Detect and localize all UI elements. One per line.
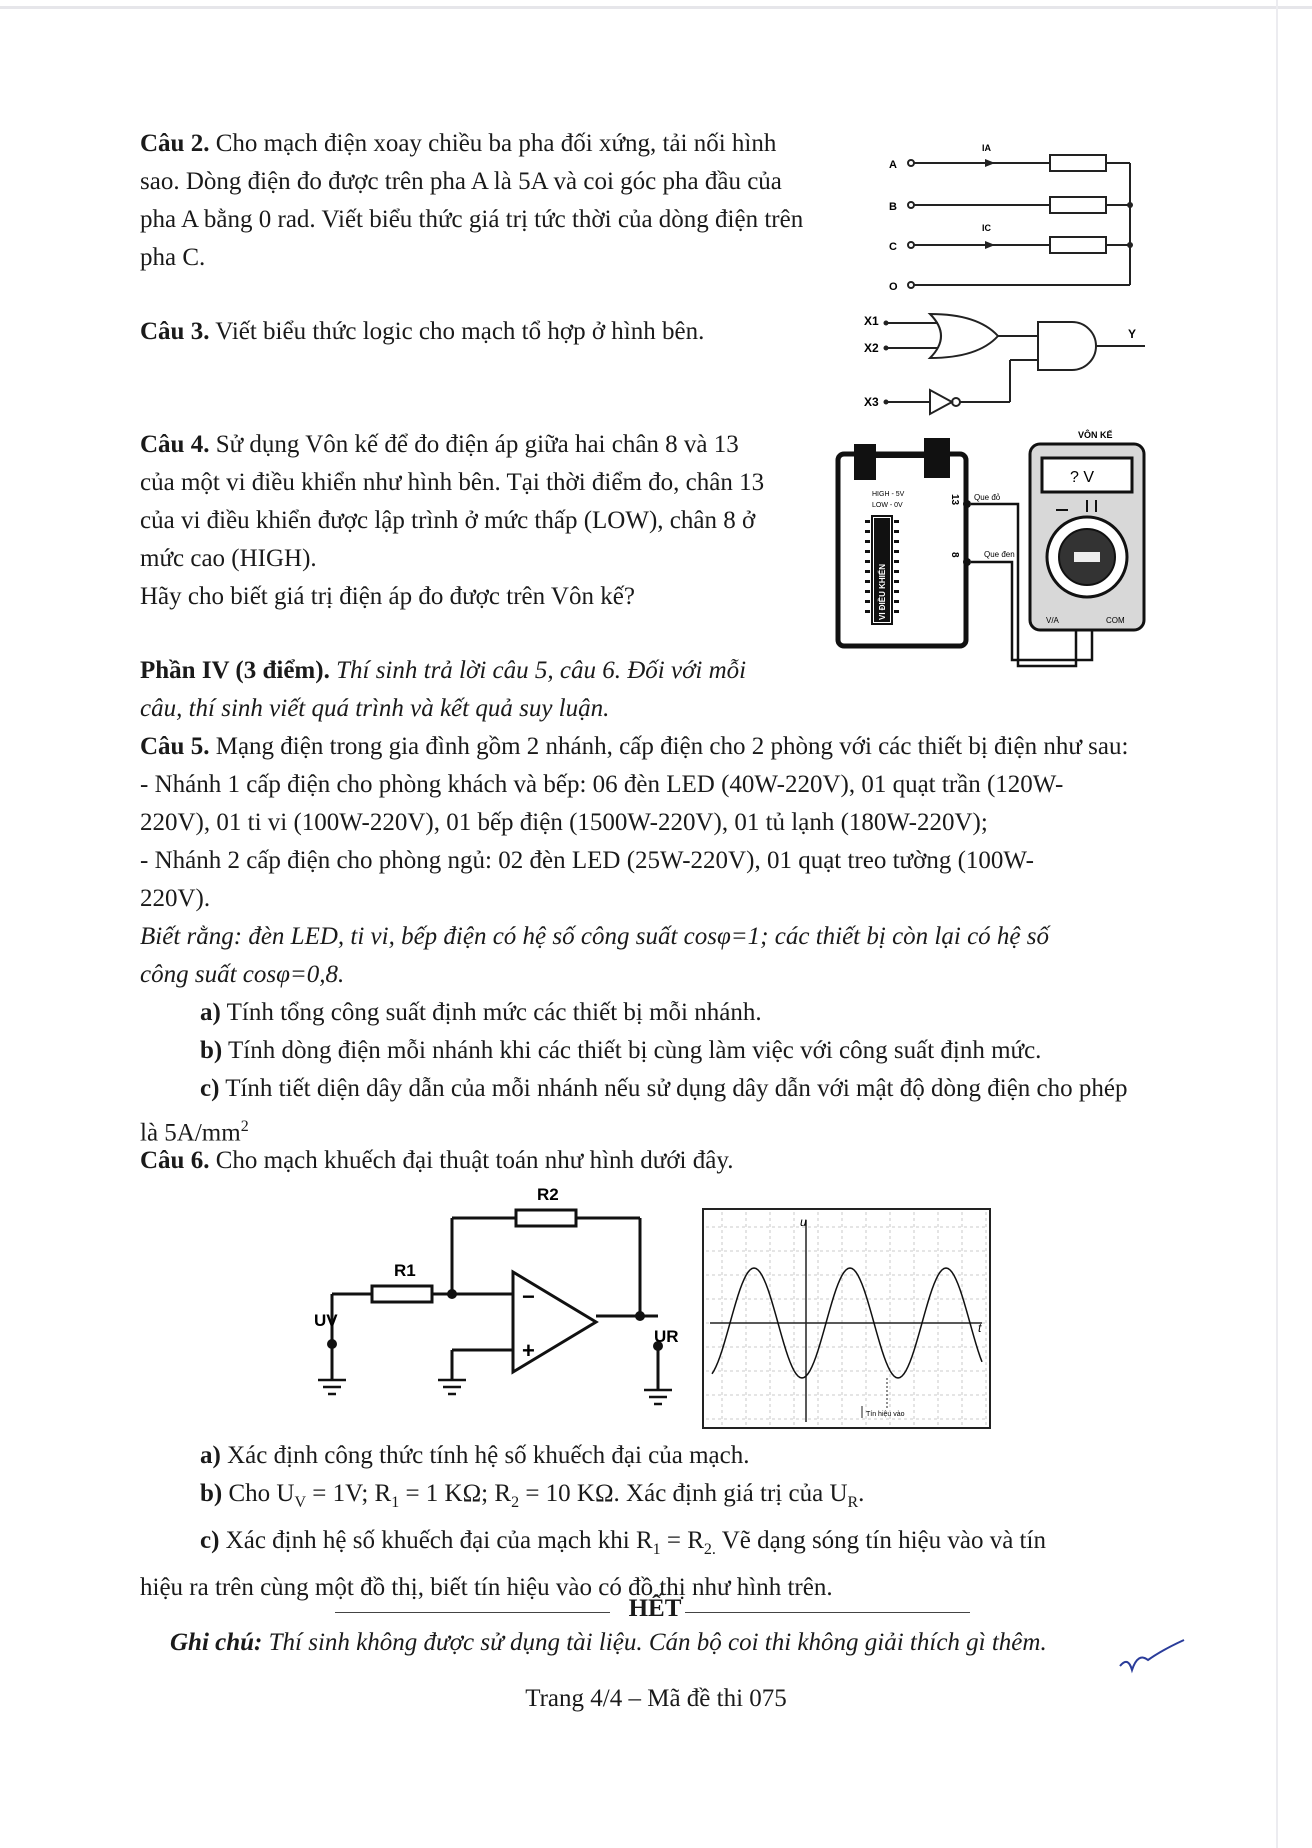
red-probe-label: Que đỏ (974, 493, 1001, 502)
q6-body: Cho mạch khuếch đại thuật toán như hình dưới đây. (209, 1147, 734, 1174)
inverting-input-sign: − (522, 1284, 535, 1309)
q5-line2: - Nhánh 1 cấp điện cho phòng khách và bếp: 06 đèn LED (40W-220V), 01 quạt trần (120W- (140, 771, 1064, 798)
input-waveform-graph (702, 1208, 992, 1430)
q2-line4: pha C. (140, 244, 206, 271)
mcu-board (838, 454, 966, 646)
q5a-label: a) (200, 999, 221, 1026)
scan-edge-top (0, 6, 1312, 9)
q5-line6: Biết rằng: đèn LED, ti vi, bếp điện có hệ số công suất cosφ=1; các thiết bị còn lại có hệ số (140, 923, 1049, 950)
mcu-label: VI ĐIỀU KHIỂN (878, 563, 887, 620)
q4-text (140, 426, 830, 616)
pin13-terminal (963, 500, 971, 508)
com-terminal-label: COM (1106, 616, 1125, 625)
q5b-text: Tính dòng điện mỗi nhánh khi các thiết bị cùng làm việc với công suất định mức. (222, 1037, 1042, 1064)
q6-text (140, 1142, 1160, 1180)
uv-label: UV (314, 1311, 338, 1330)
signature (1110, 1636, 1190, 1676)
input-x2-label: X2 (864, 341, 879, 355)
q3-text (140, 313, 860, 351)
q5c-text: Tính tiết diện dây dẫn của mỗi nhánh nếu sử dụng dây dẫn với mật độ dòng điện cho phép (219, 1075, 1128, 1102)
mcu-connector-left (854, 444, 876, 480)
high-label: HIGH - 5V (872, 491, 905, 498)
voltmeter-reading: ? V (1070, 469, 1095, 486)
pin13-label: 13 (949, 494, 960, 506)
pin8-terminal (963, 558, 971, 566)
scan-edge-right (1276, 0, 1278, 1848)
neutral-label: O (889, 281, 898, 293)
q5c-sup: 2 (240, 1118, 249, 1135)
noninverting-input-sign: + (522, 1338, 535, 1363)
q5-line7: công suất cosφ=0,8. (140, 961, 345, 988)
end-rule-right (685, 1612, 970, 1613)
mcu-connector-right (924, 438, 950, 478)
pin8-label: 8 (949, 552, 960, 558)
black-probe-label: Que đen (984, 550, 1015, 559)
q5c-text2: là 5A/mm (140, 1119, 241, 1147)
q2-text (140, 125, 860, 277)
q6b-label: b) (200, 1480, 223, 1507)
q2-line1: Cho mạch điện xoay chiều ba pha đối xứng, tải nối hình (209, 130, 777, 157)
phase-c-label: C (889, 241, 897, 253)
q6b-text: Cho U (222, 1480, 295, 1507)
part4-line2: câu, thí sinh viết quá trình và kết quả suy luận. (140, 695, 610, 722)
input-signal-label: Tín hiệu vào (866, 1411, 905, 1418)
q5-label: Câu 5. (140, 733, 210, 760)
ur-label: UR (654, 1327, 679, 1346)
q6a-text: Xác định công thức tính hệ số khuếch đại của mạch. (220, 1442, 750, 1469)
u-axis-label: u (800, 1215, 807, 1229)
q5-text (140, 728, 1160, 1152)
low-label: LOW - 0V (872, 502, 903, 509)
q2-line2: sao. Dòng điện đo được trên pha A là 5A và coi góc pha đầu của (140, 168, 782, 195)
q3-body: Viết biểu thức logic cho mạch tổ hợp ở hình bên. (209, 318, 705, 345)
q2-label: Câu 2. (140, 130, 210, 157)
input-x1-label: X1 (864, 314, 879, 328)
note-text: Thí sinh không được sử dụng tài liệu. Cán bộ coi thi không giải thích gì thêm. (262, 1629, 1047, 1656)
q5-line3: 220V), 01 ti vi (100W-220V), 01 bếp điện (1500W-220V), 01 tủ lạnh (180W-220V); (140, 809, 988, 836)
note-label: Ghi chú: (170, 1629, 263, 1656)
q4-line3: của vi điều khiển được lập trình ở mức thấp (LOW), chân 8 ở (140, 507, 756, 534)
q6c-text: Xác định hệ số khuếch đại của mạch khi R (219, 1527, 653, 1554)
q2-line3: pha A bằng 0 rad. Viết biểu thức giá trị tức thời của dòng điện trên (140, 206, 804, 233)
q6-label: Câu 6. (140, 1147, 210, 1174)
q5a-text: Tính tổng công suất định mức các thiết bị mỗi nhánh. (220, 999, 762, 1026)
input-x3-label: X3 (864, 395, 879, 409)
part4-line1: Thí sinh trả lời câu 5, câu 6. Đối với mỗi (329, 657, 747, 684)
current-ia-label: IA (982, 143, 991, 153)
page-footer: Trang 4/4 – Mã đề thi 075 (525, 1685, 787, 1712)
q4-line4: mức cao (HIGH). (140, 545, 317, 572)
q6c-text2: hiệu ra trên cùng một đồ thị, biết tín hiệu vào có đồ thị như hình trên. (140, 1574, 833, 1601)
q6a-label: a) (200, 1442, 221, 1469)
voltmeter-title: VÔN KẾ (1078, 430, 1113, 440)
q5b-label: b) (200, 1037, 223, 1064)
va-terminal-label: V/A (1046, 616, 1059, 625)
q4-line1: Sử dụng Vôn kế để đo điện áp giữa hai chân 8 và 13 (209, 431, 739, 458)
q5-line4: - Nhánh 2 cấp điện cho phòng ngủ: 02 đèn LED (25W-220V), 01 quạt treo tường (100W- (140, 847, 1034, 874)
output-y-label: Y (1128, 327, 1137, 341)
phase-a-label: A (889, 159, 897, 171)
q3-label: Câu 3. (140, 318, 210, 345)
part4-text (140, 652, 840, 728)
t-axis-label: t (978, 1321, 982, 1335)
phase-b-label: B (889, 201, 897, 213)
note (170, 1624, 1170, 1662)
r2-label: R2 (537, 1185, 559, 1204)
end-marker: HẾT (628, 1595, 682, 1622)
end-rule-left (335, 1612, 610, 1613)
part4-label: Phần IV (3 điểm). (140, 657, 330, 684)
q6-subquestions: a) Xác định công thức tính hệ số khuếch đại của mạch. b) Cho $U_V = 1V$; $R_1 = 1$ KΩ; $R_2 = 10$ KΩ. Xác định giá trị của $U_R$. c) Xác định hệ số khuếch đại của mạch khi $R_1 = R_{2.}$ Vẽ dạng sóng tín hiệu vào và tín hiệu ra trên cùng một đồ thị, biết tín hiệu vào có đồ thị như hình trên. (140, 1437, 1160, 1607)
logic-gate-diagram (860, 312, 1150, 422)
q5-line5: 220V). (140, 885, 211, 912)
q5c-label: c) (200, 1075, 220, 1102)
q6c-label: c) (200, 1527, 220, 1554)
q4-line5: Hãy cho biết giá trị điện áp đo được trên Vôn kế? (140, 583, 635, 610)
q5-line1: Mạng điện trong gia đình gồm 2 nhánh, cấp điện cho 2 phòng với các thiết bị điện như sau: (209, 733, 1129, 760)
q4-label: Câu 4. (140, 431, 210, 458)
q4-line2: của một vi điều khiển như hình bên. Tại thời điểm đo, chân 13 (140, 469, 765, 496)
r1-label: R1 (394, 1261, 416, 1280)
three-phase-diagram (885, 135, 1145, 295)
voltmeter-diagram (834, 424, 1150, 674)
current-ic-label: IC (982, 223, 991, 233)
opamp-circuit-diagram (300, 1180, 700, 1410)
